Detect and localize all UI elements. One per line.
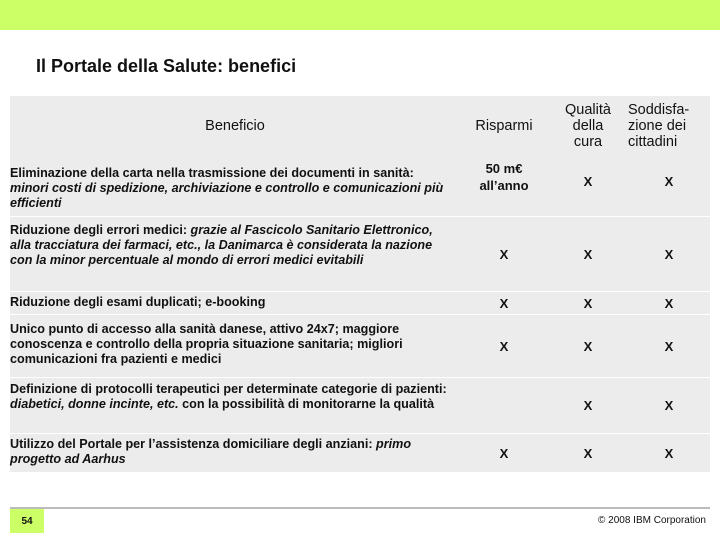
qualita-cell: X [583,246,593,262]
benefits-table [10,96,710,472]
benefit-text-italic: minori costi di spedizione, archiviazione e controllo e comunicazioni più efficienti [10,181,444,210]
table-row [10,292,710,314]
risparmi-value: X [499,445,509,461]
header-soddisfazione-line: Soddisfa- [628,102,690,118]
risparmi-value: X [499,246,509,262]
header-qualita-line: della [572,118,604,134]
risparmi-value: 50 m€ [485,161,523,176]
qualita-cell: X [583,295,593,311]
table-row [10,378,710,433]
benefit-text-italic: primo progetto ad Aarhus [10,437,412,466]
header-qualita-line: cura [573,134,603,150]
benefit-cell [10,223,450,268]
risparmi-cell [460,315,548,377]
risparmi-cell [460,292,548,314]
benefit-cell [10,322,450,367]
soddisfazione-cell: X [664,398,674,413]
benefit-text-tail: con la possibilità di monitorarne la qualità [178,397,435,411]
soddisfazione-cell: X [664,445,674,461]
benefit-text: Riduzione degli esami duplicati; e-booking [10,295,266,309]
header-risparmi: Risparmi [475,118,533,134]
table-row [10,315,710,377]
footer-divider [10,507,710,509]
top-accent-bar [0,0,720,30]
header-soddisfazione-line: zione dei [628,118,687,134]
qualita-cell: X [583,338,593,354]
table-header-row [10,96,710,156]
header-soddisfazione-line: cittadini [628,134,678,150]
page-number: 54 [10,509,44,533]
soddisfazione-cell: X [664,173,674,189]
risparmi-cell [460,217,548,291]
header-qualita [548,96,628,156]
qualita-cell: X [583,445,593,461]
benefit-cell [10,166,450,211]
slide-title: Il Portale della Salute: benefici [36,56,297,76]
benefit-cell [10,295,450,310]
qualita-cell: X [583,173,593,189]
header-qualita-line: Qualità [565,102,611,118]
header-soddisfazione [628,96,710,156]
benefit-text: Eliminazione della carta nella trasmissione dei documenti in sanità: [10,166,414,180]
benefit-text-italic: diabetici, donne incinte, etc. [10,397,179,411]
soddisfazione-cell: X [664,295,674,311]
benefit-cell [10,437,450,467]
risparmi-cell [460,160,548,194]
benefit-text-italic: grazie al Fascicolo Sanitario Elettronico, alla tracciatura dei farmaci, etc., la Danimarca è considerata la nazione con la minor percentuale al mondo di errori medici evitabili [10,223,433,267]
header-beneficio: Beneficio [205,118,265,134]
copyright-text: © 2008 IBM Corporation [598,515,706,526]
table-row [10,434,710,472]
risparmi-value: all’anno [479,178,529,193]
benefit-text: Definizione di protocolli terapeutici per determinate categorie di pazienti: [10,382,447,396]
risparmi-value: X [499,338,509,354]
soddisfazione-cell: X [664,338,674,354]
benefit-text: Riduzione degli errori medici: [10,223,191,237]
risparmi-value: X [499,295,509,311]
benefit-text: Utilizzo del Portale per l’assistenza domiciliare degli anziani: [10,437,377,451]
table-row [10,217,710,291]
risparmi-cell [460,434,548,472]
soddisfazione-cell: X [664,246,674,262]
qualita-cell: X [583,398,593,413]
risparmi-cell [460,378,548,433]
benefit-text: Unico punto di accesso alla sanità danese, attivo 24x7; maggiore conoscenza e controllo della propria situazione sanitaria; migliori comunicazioni fra pazienti e medici [10,322,403,366]
table-row [10,156,710,216]
benefit-cell [10,382,450,412]
